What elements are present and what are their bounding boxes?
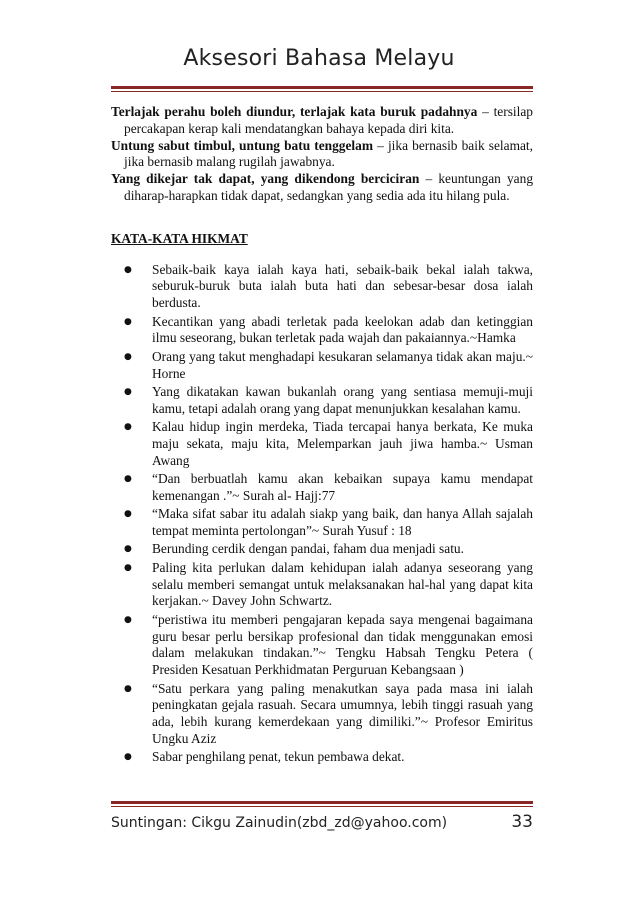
proverb-entry: Terlajak perahu boleh diundur, terlajak kata buruk padahnya – tersilap percakapan kerap kali mendatangkan bahaya kepada diri kita.: [111, 104, 533, 136]
page-number: 33: [511, 812, 533, 832]
quote-text: Paling kita perlukan dalam kehidupan ialah adanya seseorang yang selalu memberi semangat untuk melaksanakan hal-hal yang dapat kita kerjakan.~ Davey John Schwartz.: [152, 559, 533, 609]
list-item: [111, 612, 533, 679]
header-divider: [111, 86, 533, 92]
proverb-phrase: Untung sabut timbul, untung batu tenggelam: [111, 137, 374, 153]
quote-text: “Dan berbuatlah kamu akan kebaikan supaya kamu mendapat kemenangan .”~ Surah al- Hajj:77: [152, 471, 533, 503]
quote-text: “Maka sifat sabar itu adalah siakp yang baik, dan hanya Allah sajalah tempat meminta pertolongan”~ Surah Yusuf : 18: [152, 506, 533, 539]
proverb-phrase: Terlajak perahu boleh diundur, terlajak kata buruk padahnya: [111, 104, 478, 119]
list-item: [111, 419, 533, 469]
footer-divider: [111, 801, 533, 807]
list-item: [111, 506, 533, 540]
proverb-meaning: tersilap percakapan kerap kali mendatangkan bahaya kepada diri kita.: [124, 104, 533, 136]
quote-text: Orang yang takut menghadapi kesukaran selamanya tidak akan maju.~ Horne: [152, 348, 533, 381]
quote-text: Kalau hidup ingin merdeka, Tiada tercapai hanya berkata, Ke muka maju sekata, maju kita, Melemparkan jauh jiwa hamba.~ Usman Awang: [152, 419, 533, 468]
bullet-icon: ●: [124, 509, 132, 520]
bullet-icon: ●: [124, 351, 132, 362]
list-item: [111, 749, 533, 766]
page-body: [111, 104, 533, 768]
list-item: [111, 314, 533, 348]
proverb-entry: Yang dikejar tak dapat, yang dikendong berciciran – keuntungan yang diharap-harapkan tidak dapat, sedangkan yang sedia ada itu hilang pula.: [111, 171, 534, 203]
list-item: [111, 681, 533, 748]
list-item: [111, 471, 533, 505]
bullet-icon: ●: [124, 562, 132, 573]
list-item: [111, 541, 533, 558]
quotes-list: [111, 262, 533, 767]
quote-text: Sebaik-baik kaya ialah kaya hati, sebaik-baik bekal ialah takwa, seburuk-buruk buta ialah buta hati dan sebesar-besar dosa ialah berdusta.: [152, 261, 533, 311]
bullet-icon: ●: [124, 474, 132, 485]
page-title: Aksesori Bahasa Melayu: [183, 46, 455, 71]
bullet-icon: ●: [124, 683, 132, 694]
bullet-icon: ●: [124, 422, 132, 433]
proverb-meaning: keuntungan yang diharap-harapkan tidak dapat, sedangkan yang sedia ada itu hilang pula.: [124, 171, 534, 203]
quote-text: “peristiwa itu memberi pengajaran kepada saya mengenai bagaimana guru besar perlu bersikap profesional dan tidak menggunakan emosi dalam melakukan tindakan.”~ Tengku Habsah Tengku Petera ( Presiden Kesatuan Perkhidmatan Perguruan Kebangsaan ): [152, 611, 533, 678]
list-item: [111, 384, 533, 418]
bullet-icon: ●: [124, 316, 132, 327]
quote-text: Berunding cerdik dengan pandai, faham dua menjadi satu.: [152, 541, 464, 557]
quote-text: Sabar penghilang penat, tekun pembawa dekat.: [152, 749, 405, 765]
footer-credit: Suntingan: Cikgu Zainudin(zbd_zd@yahoo.com): [111, 815, 448, 831]
bullet-icon: ●: [124, 614, 132, 625]
quote-text: Yang dikatakan kawan bukanlah orang yang sentiasa memuji-muji kamu, tetapi adalah orang yang dapat menunjukkan kesalahan kamu.: [152, 383, 533, 416]
bullet-icon: ●: [124, 264, 132, 275]
proverb-meaning: jika bernasib baik selamat, jika bernasib malang rugilah jawabnya.: [124, 137, 534, 170]
list-item: [111, 349, 533, 383]
proverb-phrase: Yang dikejar tak dapat, yang dikendong berciciran: [111, 171, 420, 187]
proverb-entry: Untung sabut timbul, untung batu tenggelam – jika bernasib baik selamat, jika bernasib malang rugilah jawabnya.: [111, 137, 534, 170]
quote-text: Kecantikan yang abadi terletak pada keelokan adab dan ketinggian ilmu seseorang, bukan terletak pada wajah dan pakaiannya.~Hamka: [152, 313, 533, 346]
bullet-icon: ●: [124, 752, 132, 763]
bullet-icon: ●: [124, 386, 132, 397]
list-item: [111, 262, 533, 312]
quote-text: “Satu perkara yang paling menakutkan saya pada masa ini ialah peningkatan gejala rasuah. Secara umumnya, lebih tinggi rasuah yang ada, lebih kurang kemerdekaan yang dimiliki.”~ Profesor Emiritus Ungku Aziz: [152, 680, 533, 747]
bullet-icon: ●: [124, 544, 132, 555]
list-item: [111, 560, 533, 610]
section-heading: KATA-KATA HIKMAT: [111, 230, 248, 246]
